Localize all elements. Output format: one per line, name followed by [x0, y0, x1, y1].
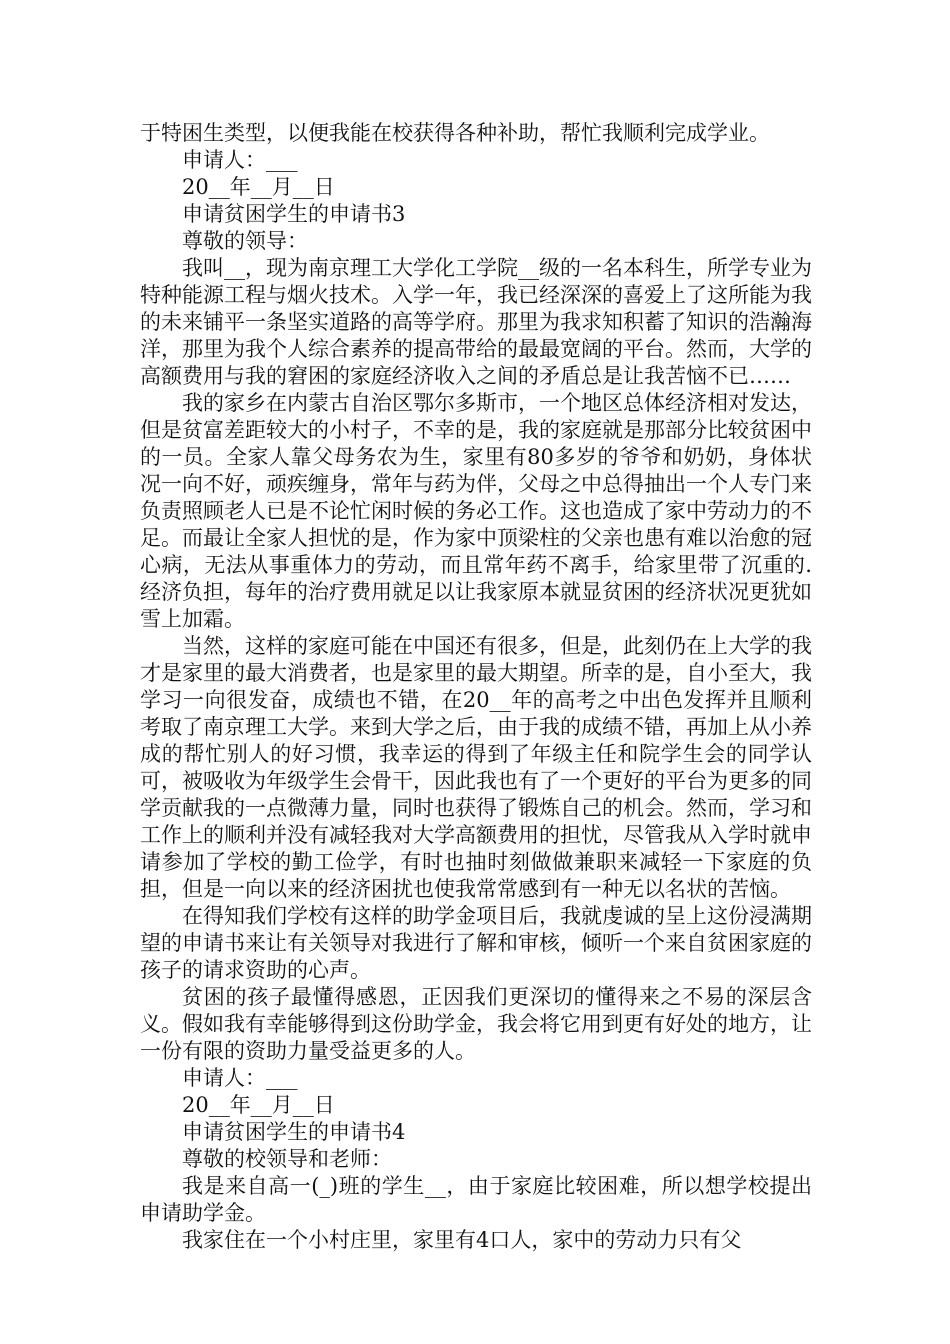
body-paragraph: 我叫__，现为南京理工大学化工学院__级的一名本科生，所学专业为特种能源工程与烟火技术。入学一年，我已经深深的喜爱上了这所能为我的未来铺平一条坚实道路的高等学府。那里为我求知积蓄了知识的浩瀚海洋，那里为我个人综合素养的提高带给的最最宽阔的平台。然而，大学的高额费用与我的窘困的家庭经济收入之间的矛盾总是让我苦恼不已…… [140, 256, 812, 388]
salutation: 尊敬的领导： [182, 229, 308, 253]
body-paragraph: 我是来自高一(_)班的学生__，由于家庭比较困难，所以想学校提出申请助学金。 [140, 1174, 812, 1225]
body-paragraph: 我的家乡在内蒙古自治区鄂尔多斯市，一个地区总体经济相对发达，但是贫富差距较大的小村子，不幸的是，我的家庭就是那部分比较贫困中的一员。全家人靠父母务农为生，家里有80多岁的爷爷和奶奶，身体状况一向不好，顽疾缠身，常年与药为伴，父母之中总得抽出一个人专门来负责照顾老人已是不论忙闲时候的务必工作。这也造成了家中劳动力的不足。而最让全家人担忧的是，作为家中顶梁柱的父亲也患有难以治愈的冠心病，无法从事重体力的劳动，而且常年药不离手，给家里带了沉重的.经济负担，每年的治疗费用就足以让我家原本就显贫困的经济状况更犹如雪上加霜。 [140, 391, 812, 631]
signature-line: 申请人：___ [182, 1066, 298, 1090]
section-heading: 申请贫困学生的申请书4 [182, 1120, 406, 1144]
body-paragraph: 贫困的孩子最懂得感恩，正因我们更深切的懂得来之不易的深层含义。假如我有幸能够得到这份助学金，我会将它用到更有好处的地方，让一份有限的资助力量受益更多的人。 [140, 985, 812, 1063]
body-paragraph: 当然，这样的家庭可能在中国还有很多，但是，此刻仍在上大学的我才是家里的最大消费者，也是家里的最大期望。所幸的是，自小至大，我学习一向很发奋，成绩也不错，在20__年的高考之中出色发挥并且顺利考取了南京理工大学。来到大学之后，由于我的成绩不错，再加上从小养成的帮忙别人的好习惯，我幸运的得到了年级主任和院学生会的同学认可，被吸收为年级学生会骨干，因此我也有了一个更好的平台为更多的同学贡献我的一点微薄力量，同时也获得了锻炼自己的机会。然而，学习和工作上的顺利并没有减轻我对大学高额费用的担忧，尽管我从入学时就申请参加了学校的勤工俭学，有时也抽时刻做做兼职来减轻一下家庭的负担，但是一向以来的经济困扰也使我常常感到有一种无以名状的苦恼。 [140, 634, 812, 901]
section-heading: 申请贫困学生的申请书3 [182, 202, 406, 226]
body-paragraph: 在得知我们学校有这样的助学金项目后，我就虔诚的呈上这份浸满期望的申请书来让有关领导对我进行了解和审核，倾听一个来自贫困家庭的孩子的请求资助的心声。 [140, 904, 812, 982]
salutation: 尊敬的校领导和老师： [182, 1147, 392, 1171]
continuation-paragraph: 于特困生类型，以便我能在校获得各种补助，帮忙我顺利完成学业。 [140, 121, 770, 145]
document-page [140, 120, 812, 1254]
date-line: 20__年__月__日 [182, 1093, 335, 1117]
date-line: 20__年__月__日 [182, 175, 335, 199]
body-paragraph: 我家住在一个小村庄里，家里有4口人，家中的劳动力只有父 [182, 1228, 742, 1252]
signature-line: 申请人：___ [182, 148, 298, 172]
